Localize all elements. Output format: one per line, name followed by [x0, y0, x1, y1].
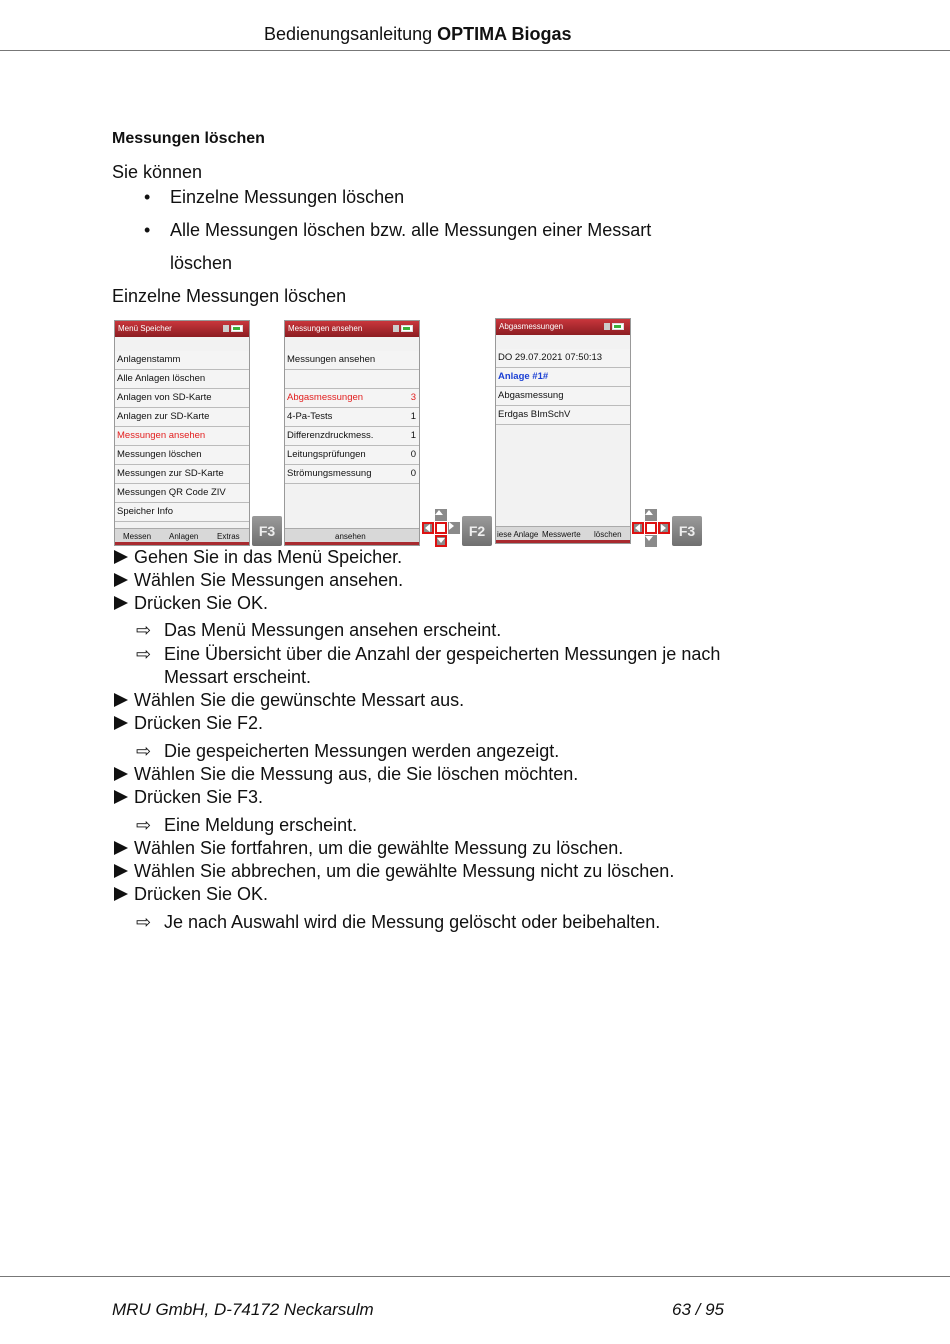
- device-screen-abgasmessungen: [495, 318, 631, 544]
- dpad-icon: [632, 509, 670, 547]
- page-number: 63 / 95: [672, 1300, 724, 1319]
- battery-icon: [612, 323, 624, 330]
- device-screen-messungen-ansehen: [284, 320, 420, 546]
- instruction-step: Drücken Sie OK.: [114, 884, 268, 905]
- arrow-right-icon: [114, 864, 128, 878]
- device-screen-menu-speicher: [114, 320, 250, 546]
- battery-icon: [401, 325, 413, 332]
- result-arrow-icon: ⇨: [136, 912, 152, 932]
- row-label: Strömungsmessung: [287, 468, 372, 479]
- menu-item: Messungen ansehen: [115, 427, 249, 446]
- instruction-step: Wählen Sie die gewünschte Messart aus.: [114, 690, 464, 711]
- bullet-item: • Einzelne Messungen löschen: [144, 187, 405, 207]
- menu-item: Messungen QR Code ZIV: [115, 484, 249, 503]
- page-header: [0, 22, 950, 51]
- battery-icon: [231, 325, 243, 332]
- softkey-bar: Messen Anlagen Extras: [115, 528, 249, 545]
- measurement-detail-row: Anlage #1#: [496, 368, 630, 387]
- measurement-type-row: [285, 389, 419, 408]
- measurement-detail-row: Erdgas BImSchV: [496, 406, 630, 425]
- row-label: Differenzdruckmess.: [287, 430, 374, 441]
- result-arrow-icon: ⇨: [136, 620, 152, 640]
- instruction-step: Drücken Sie F2.: [114, 713, 263, 734]
- f2-key-icon: F2: [462, 516, 492, 546]
- instruction-step: Drücken Sie OK.: [114, 593, 268, 614]
- result-arrow-icon: ⇨: [136, 644, 152, 664]
- instruction-step: Gehen Sie in das Menü Speicher.: [114, 547, 402, 568]
- measurement-type-row: [285, 427, 419, 446]
- arrow-right-icon: [114, 716, 128, 730]
- screen-title-bar: Menü Speicher: [115, 321, 249, 337]
- intro-text: Sie können: [112, 162, 203, 182]
- header-title: Bedienungsanleitung OPTIMA Biogas: [264, 24, 572, 44]
- measurement-detail-row: Abgasmessung: [496, 387, 630, 406]
- section-title: Messungen löschen: [112, 130, 265, 147]
- menu-item: Alle Anlagen löschen: [115, 370, 249, 389]
- arrow-right-icon: [114, 596, 128, 610]
- softkey-bar: iese Anlage Messwerte löschen: [496, 526, 630, 543]
- footer-company: MRU GmbH, D-74172 Neckarsulm: [112, 1300, 374, 1319]
- page-footer-rule: [0, 1276, 950, 1277]
- softkey-bar: ansehen: [285, 528, 419, 545]
- f3-key-icon: F3: [672, 516, 702, 546]
- instruction-step: Wählen Sie abbrechen, um die gewählte Messung nicht zu löschen.: [114, 861, 674, 882]
- row-count: 0: [410, 468, 416, 479]
- menu-item: Anlagenstamm: [115, 351, 249, 370]
- menu-item: Messungen löschen: [115, 446, 249, 465]
- screen-title-bar: Messungen ansehen: [285, 321, 419, 337]
- menu-item: Speicher Info: [115, 503, 249, 522]
- instruction-step: Drücken Sie F3.: [114, 787, 263, 808]
- row-label: Leitungsprüfungen: [287, 449, 366, 460]
- arrow-right-icon: [114, 767, 128, 781]
- instruction-step: Wählen Sie fortfahren, um die gewählte Messung zu löschen.: [114, 838, 623, 859]
- empty-row: [285, 370, 419, 389]
- f3-key-icon: F3: [252, 516, 282, 546]
- row-count: 3: [410, 392, 416, 403]
- arrow-right-icon: [114, 887, 128, 901]
- row-count: 0: [410, 449, 416, 460]
- row-count: 1: [410, 430, 416, 441]
- bullet-continuation: löschen: [170, 253, 233, 273]
- bullet-item: • Alle Messungen löschen bzw. alle Messungen einer Messart: [144, 220, 652, 240]
- measurement-type-row: [285, 408, 419, 427]
- row-label: 4-Pa-Tests: [287, 411, 333, 422]
- arrow-right-icon: [114, 550, 128, 564]
- screen-heading: Messungen ansehen: [285, 351, 419, 370]
- menu-item: Messungen zur SD-Karte: [115, 465, 249, 484]
- dpad-icon: [422, 509, 460, 547]
- measurement-detail-row: DO 29.07.2021 07:50:13: [496, 349, 630, 368]
- arrow-right-icon: [114, 790, 128, 804]
- subheading: Einzelne Messungen löschen: [112, 286, 347, 306]
- menu-item: Anlagen von SD-Karte: [115, 389, 249, 408]
- result-arrow-icon: ⇨: [136, 815, 152, 835]
- row-label: Abgasmessungen: [287, 392, 364, 403]
- arrow-right-icon: [114, 693, 128, 707]
- result-arrow-icon: ⇨: [136, 741, 152, 761]
- measurement-type-row: [285, 446, 419, 465]
- menu-item: Anlagen zur SD-Karte: [115, 408, 249, 427]
- instruction-step: Wählen Sie die Messung aus, die Sie löschen möchten.: [114, 764, 578, 785]
- arrow-right-icon: [114, 841, 128, 855]
- row-count: 1: [410, 411, 416, 422]
- arrow-right-icon: [114, 573, 128, 587]
- measurement-type-row: [285, 465, 419, 484]
- screen-title-bar: Abgasmessungen: [496, 319, 630, 335]
- instruction-step: Wählen Sie Messungen ansehen.: [114, 570, 403, 591]
